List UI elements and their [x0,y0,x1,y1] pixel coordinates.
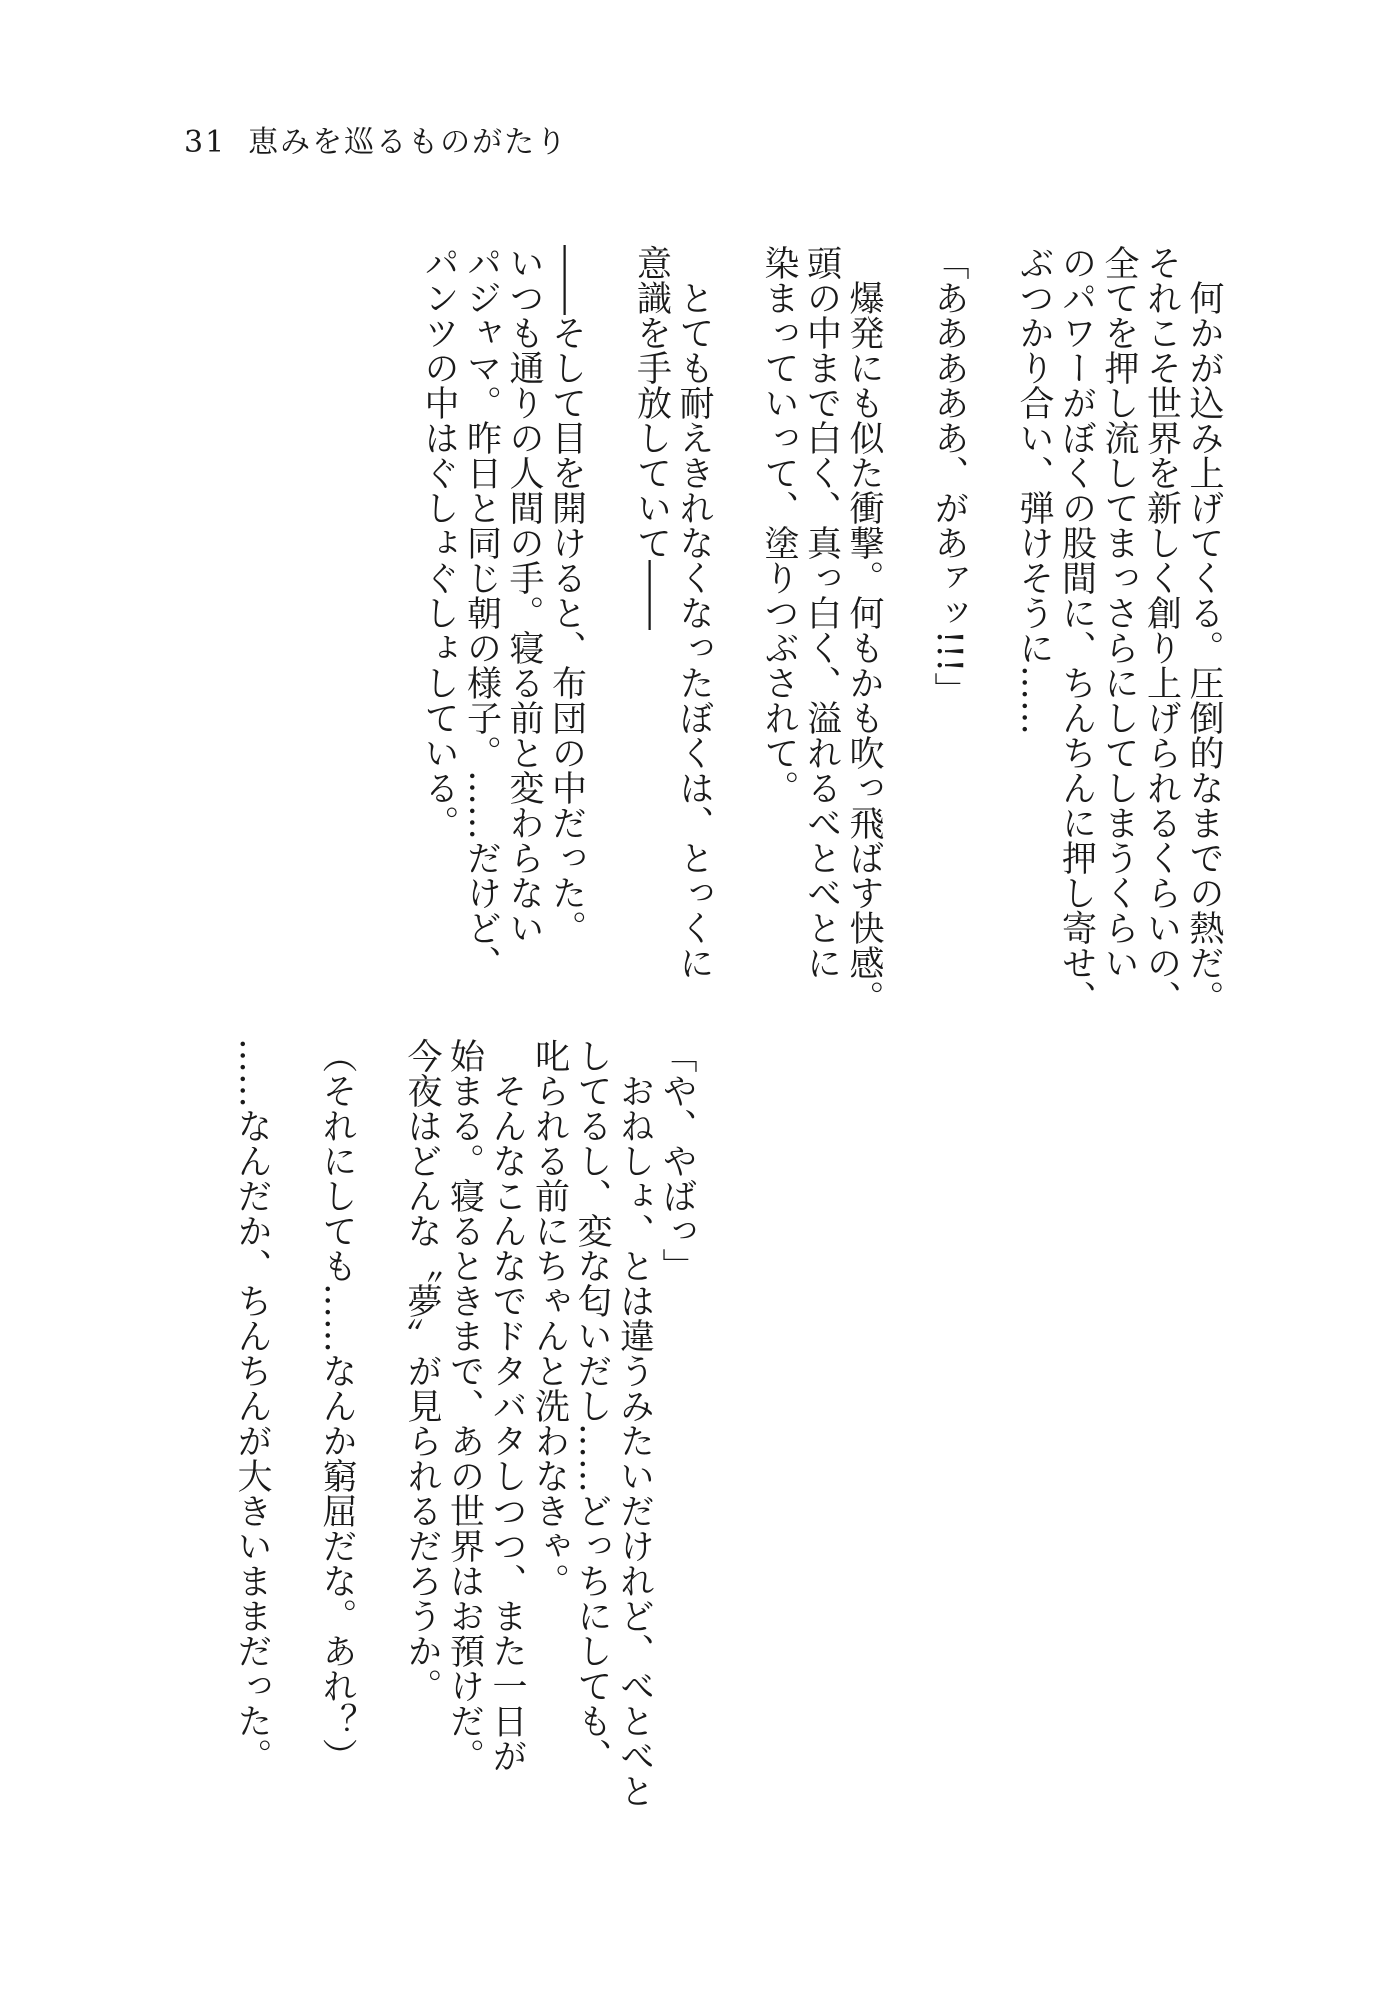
text-line: 染まっていって、塗りつぶされて。 [759,245,799,805]
text-block-bottom [231,1038,699,1808]
text-line: おねしょ、とは違うみたいだけれど、べとべと [614,1038,655,1808]
blank-line [715,245,758,1005]
text-line: ――そして目を開けると、布団の中だった。 [546,245,587,945]
text-line: 叱られる前にちゃんと洗わなきゃ。 [529,1038,570,1598]
running-header [184,125,569,160]
text-line: ……なんだか、ちんちんが大きいままだった。 [232,1038,272,1773]
blank-line [885,245,928,1005]
text-line: 「や、やばっ」 [657,1038,697,1283]
page-number: 31 [184,125,227,160]
text-line: 今夜はどんな〝夢〟が見られるだろうか。 [402,1038,442,1703]
text-line: 始まる。寝るときまで、あの世界はお預けだ。 [444,1038,485,1773]
text-line: のパワーがぼくの股間に、ちんちんに押し寄せ、 [1056,245,1097,1015]
text-line: パンツの中はぐしょぐしょしている。 [419,245,459,840]
text-line: してるし、変な匂いだし……どっちにしても、 [572,1038,612,1773]
blank-line [588,245,631,1005]
text-line: （それにしても……なんか窮屈だな。あれ？） [317,1038,357,1773]
text-line: そんなこんなでドタバタしつつ、また一日が [487,1038,527,1773]
text-block-top [418,245,1226,1015]
text-line: 全てを押し流してまっさらにしてしまうくらい [1099,245,1139,980]
blank-line [970,245,1013,1005]
text-line: 意識を手放していて―― [631,245,672,630]
text-line: いつも通りの人間の手。寝る前と変わらない [504,245,544,945]
text-line: ぶつかり合い、弾けそうに…… [1014,245,1054,735]
blank-line [273,1038,316,1758]
text-line: 「あああああ、があァッ!!!」 [929,245,969,708]
text-line: それこそ世界を新しく創り上げられるくらいの、 [1141,245,1182,1015]
text-line: 頭の中まで白く、真っ白く、溢れるべとべとに [801,245,842,980]
text-line: 爆発にも似た衝撃。何もかも吹っ飛ばす快感。 [844,245,884,1015]
blank-line [358,1038,401,1758]
text-line: とても耐えきれなくなったぼくは、とっくに [674,245,714,980]
text-line: パジャマ。昨日と同じ朝の様子。……だけど、 [461,245,502,980]
chapter-title: 恵みを巡るものがたり [248,125,569,160]
text-line: 何かが込み上げてくる。圧倒的なまでの熱だ。 [1184,245,1224,1015]
